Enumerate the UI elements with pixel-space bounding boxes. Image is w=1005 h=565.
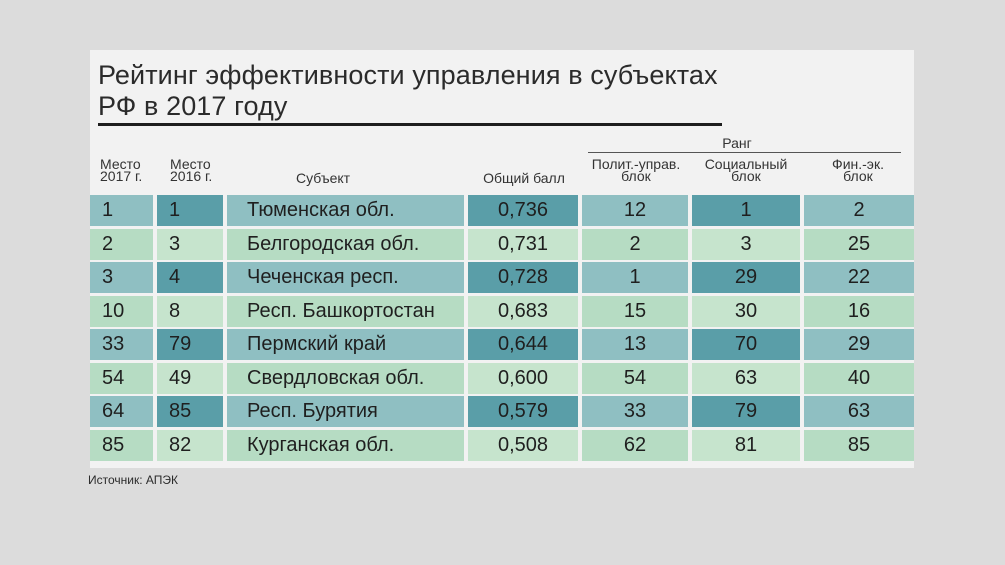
header-fin-block: Фин.-эк. блок [832, 156, 884, 184]
cell-place-2016: 1 [157, 195, 223, 226]
table-row [90, 296, 914, 327]
cell-score: 0,600 [468, 363, 578, 394]
cell-fin-block: 2 [804, 195, 914, 226]
cell-place-2016: 79 [157, 329, 223, 360]
cell-social-block: 63 [692, 363, 800, 394]
cell-subject: Чеченская респ. [227, 262, 464, 293]
chart-title [98, 60, 718, 122]
cell-subject: Свердловская обл. [227, 363, 464, 394]
header-rang: Ранг [722, 135, 752, 151]
cell-fin-block: 25 [804, 229, 914, 260]
cell-polit-block: 62 [582, 430, 688, 461]
header-polit-block: Полит.-управ. блок [591, 156, 681, 184]
cell-social-block: 29 [692, 262, 800, 293]
header-subject: Субъект [296, 170, 351, 186]
table-row [90, 430, 914, 461]
cell-score: 0,644 [468, 329, 578, 360]
title-line-1: Рейтинг эффективности управления в субъектах [98, 60, 718, 90]
cell-polit-block: 33 [582, 396, 688, 427]
header-score: Общий балл [483, 170, 565, 186]
cell-subject: Тюменская обл. [227, 195, 464, 226]
cell-place-2016: 8 [157, 296, 223, 327]
rang-divider [588, 152, 901, 153]
cell-place-2016: 4 [157, 262, 223, 293]
table-row [90, 229, 914, 260]
cell-social-block: 30 [692, 296, 800, 327]
cell-score: 0,508 [468, 430, 578, 461]
cell-score: 0,731 [468, 229, 578, 260]
cell-fin-block: 29 [804, 329, 914, 360]
cell-score: 0,579 [468, 396, 578, 427]
cell-fin-block: 63 [804, 396, 914, 427]
cell-score: 0,728 [468, 262, 578, 293]
cell-social-block: 81 [692, 430, 800, 461]
cell-place-2016: 82 [157, 430, 223, 461]
cell-place-2016: 49 [157, 363, 223, 394]
cell-social-block: 3 [692, 229, 800, 260]
cell-polit-block: 2 [582, 229, 688, 260]
cell-subject: Респ. Башкортостан [227, 296, 464, 327]
cell-fin-block: 16 [804, 296, 914, 327]
cell-fin-block: 22 [804, 262, 914, 293]
cell-place-2017: 10 [90, 296, 153, 327]
title-line-2: РФ в 2017 году [98, 91, 288, 121]
table-row [90, 329, 914, 360]
title-underline [98, 123, 722, 126]
table-row [90, 195, 914, 226]
cell-score: 0,736 [468, 195, 578, 226]
source-note: Источник: АПЭК [88, 473, 179, 487]
cell-polit-block: 13 [582, 329, 688, 360]
cell-place-2017: 64 [90, 396, 153, 427]
cell-score: 0,683 [468, 296, 578, 327]
cell-polit-block: 12 [582, 195, 688, 226]
cell-place-2017: 2 [90, 229, 153, 260]
table-row [90, 363, 914, 394]
cell-polit-block: 1 [582, 262, 688, 293]
header-place-2017: Место 2017 г. [100, 156, 143, 184]
table-row [90, 396, 914, 427]
cell-fin-block: 85 [804, 430, 914, 461]
cell-subject: Белгородская обл. [227, 229, 464, 260]
cell-place-2016: 85 [157, 396, 223, 427]
cell-place-2017: 85 [90, 430, 153, 461]
cell-place-2017: 54 [90, 363, 153, 394]
cell-subject: Респ. Бурятия [227, 396, 464, 427]
cell-polit-block: 54 [582, 363, 688, 394]
table-row [90, 262, 914, 293]
cell-social-block: 70 [692, 329, 800, 360]
cell-place-2017: 1 [90, 195, 153, 226]
cell-subject: Курганская обл. [227, 430, 464, 461]
cell-polit-block: 15 [582, 296, 688, 327]
cell-place-2017: 33 [90, 329, 153, 360]
cell-place-2016: 3 [157, 229, 223, 260]
cell-social-block: 1 [692, 195, 800, 226]
table-card [90, 50, 914, 468]
cell-place-2017: 3 [90, 262, 153, 293]
cell-fin-block: 40 [804, 363, 914, 394]
cell-social-block: 79 [692, 396, 800, 427]
cell-subject: Пермский край [227, 329, 464, 360]
header-place-2016: Место 2016 г. [170, 156, 213, 184]
header-social-block: Социальный блок [704, 156, 788, 184]
